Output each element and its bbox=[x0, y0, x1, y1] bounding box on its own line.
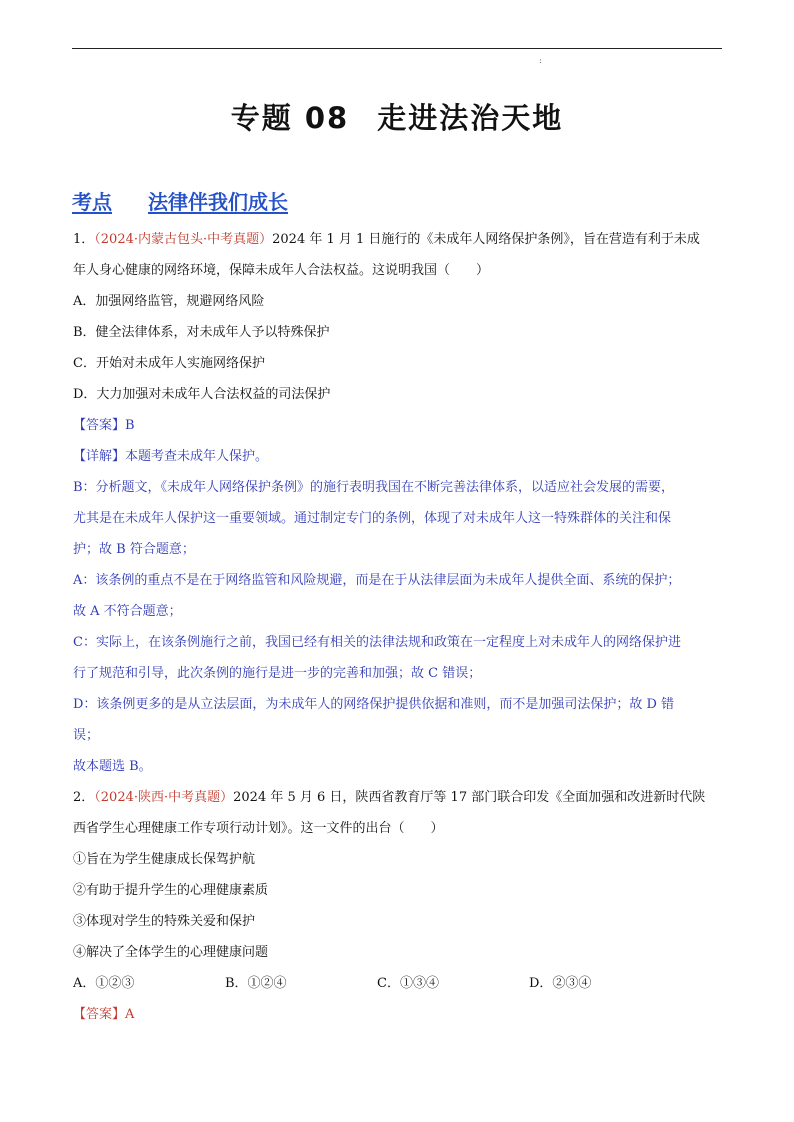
q1-source: （2024·内蒙古包头·中考真题） bbox=[94, 232, 273, 247]
q1-explain-line: A：该条例的重点不是在于网络监管和风险规避，而是在于从法律层面为未成年人提供全面、系统的保护； bbox=[73, 573, 681, 588]
q1-option-b: B．健全法律体系，对未成年人予以特殊保护 bbox=[73, 325, 330, 340]
q2-answer-label: 【答案】 bbox=[73, 1007, 126, 1022]
page-title bbox=[0, 96, 794, 137]
q1-explain-line: 故 A 不符合题意； bbox=[73, 604, 182, 619]
q2-item-2: ②有助于提升学生的心理健康素质 bbox=[73, 883, 269, 898]
title-number: 专题 08 bbox=[230, 101, 350, 135]
q2-source: （2024·陕西·中考真题） bbox=[94, 790, 234, 805]
q2-number: 2． bbox=[73, 790, 95, 805]
q1-explain-line: 护；故 B 符合题意； bbox=[73, 542, 195, 557]
q1-explain-line: 尤其是在未成年人保护这一重要领域。通过制定专门的条例，体现了对未成年人这一特殊群体的关注和保 bbox=[73, 511, 672, 526]
q2-choice-c: C．①③④ bbox=[377, 976, 439, 991]
section-name: 法律伴我们成长 bbox=[148, 190, 288, 214]
header-mark: : bbox=[539, 56, 542, 65]
q1-option-c: C．开始对未成年人实施网络保护 bbox=[73, 356, 265, 371]
q1-option-a: A．加强网络监管，规避网络风险 bbox=[73, 294, 265, 309]
q1-explain-line: D：该条例更多的是从立法层面，为未成年人的网络保护提供依据和准则，而不是加强司法保护；故 D 错 bbox=[73, 697, 675, 712]
q2-item-3: ③体现对学生的特殊关爱和保护 bbox=[73, 914, 256, 929]
section-label: 考点 bbox=[72, 190, 112, 214]
q1-explain-line: 故本题选 B。 bbox=[73, 759, 152, 774]
document-body bbox=[73, 224, 723, 1030]
q1-number: 1． bbox=[73, 232, 95, 247]
q2-choice-a: A．①②③ bbox=[73, 976, 135, 991]
q2-stem-line-2: 西省学生心理健康工作专项行动计划》。这一文件的出台（ ） bbox=[73, 821, 444, 836]
header-rule bbox=[72, 48, 722, 49]
q1-stem-line-1 bbox=[73, 224, 723, 255]
q2-answer-value: A bbox=[125, 1007, 135, 1022]
q2-stem-1: 2024 年 5 月 6 日，陕西省教育厅等 17 部门联合印发《全面加强和改进新时代陕 bbox=[233, 790, 706, 805]
q1-explain-head: 【详解】本题考查未成年人保护。 bbox=[73, 449, 269, 464]
q1-explain-line: 误； bbox=[73, 728, 100, 743]
q1-option-d: D．大力加强对未成年人合法权益的司法保护 bbox=[73, 387, 331, 402]
q1-stem-1: 2024 年 1 月 1 日施行的《未成年人网络保护条例》，旨在营造有利于未成 bbox=[272, 232, 700, 247]
q2-answer bbox=[73, 999, 723, 1030]
q2-item-1: ①旨在为学生健康成长保驾护航 bbox=[73, 852, 256, 867]
title-topic: 走进法治天地 bbox=[377, 101, 564, 135]
q1-answer: 【答案】B bbox=[73, 418, 135, 433]
q1-explain-line: 行了规范和引导，此次条例的施行是进一步的完善和加强；故 C 错误； bbox=[73, 666, 482, 681]
q1-explain-line: C：实际上，在该条例施行之前，我国已经有相关的法律法规和政策在一定程度上对未成年人的网络保护进 bbox=[73, 635, 681, 650]
q2-item-4: ④解决了全体学生的心理健康问题 bbox=[73, 945, 269, 960]
q1-explain-line: B：分析题文，《未成年人网络保护条例》的施行表明我国在不断完善法律体系，以适应社会发展的需要， bbox=[73, 480, 675, 495]
q1-stem-line-2: 年人身心健康的网络环境，保障未成年人合法权益。这说明我国（ ） bbox=[73, 263, 490, 278]
q2-choices bbox=[73, 968, 723, 999]
q2-choice-b: B．①②④ bbox=[225, 976, 287, 991]
q2-stem-line-1 bbox=[73, 782, 723, 813]
section-heading bbox=[72, 186, 288, 215]
q2-choice-d: D．②③④ bbox=[529, 976, 592, 991]
